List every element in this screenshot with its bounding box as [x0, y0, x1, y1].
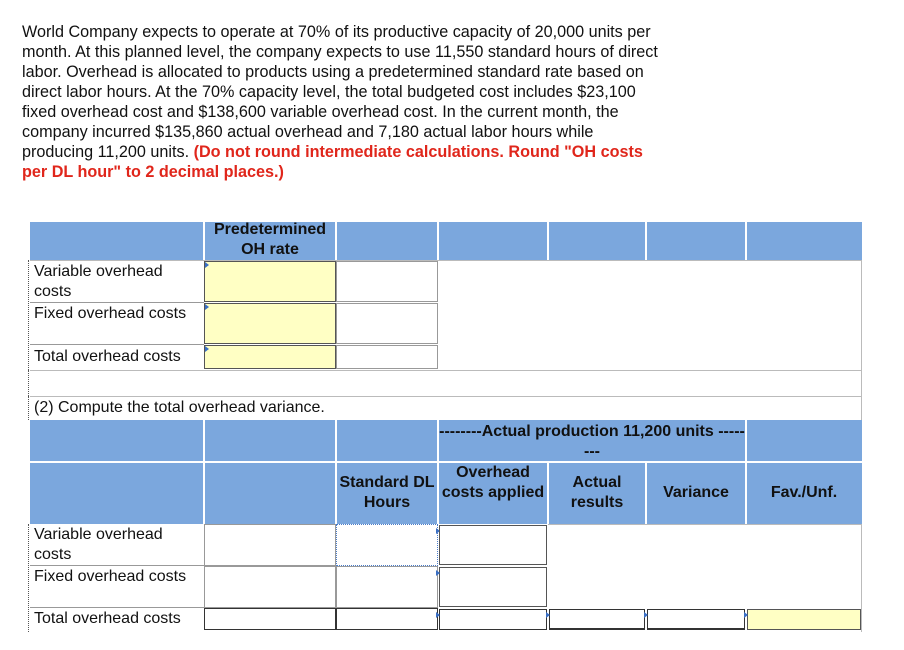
- rate-row-total-label: Total overhead costs: [34, 348, 181, 365]
- variable-oh-rate-input[interactable]: [204, 261, 336, 302]
- rate-row-variable-label: Variable overhead costs: [34, 263, 163, 300]
- predetermined-oh-rate-header: Predetermined OH rate: [213, 221, 327, 258]
- fav-unf-header: Fav./Unf.: [770, 484, 838, 501]
- variance-col2-cell: [204, 524, 336, 566]
- part2-title: (2) Compute the total overhead variance.: [34, 399, 325, 416]
- problem-statement: [22, 22, 662, 182]
- variance-row-variable-label: Variable overhead costs: [34, 526, 163, 563]
- problem-text: World Company expects to operate at 70% of its productive capacity of 20,000 units per month. At this planned level, the company expects to use 11,550 standard hours of direct labor. Overhead is allocated to products using a predetermined standard rate based on direct labor hours. At the 70% capacity level, the total budgeted cost includes $23,100 fixed overhead cost and $138,600 variable overhead cost. In the current month, the company incurred $135,860 actual overhead and 7,180 actual labor hours while producing 11,200 units.: [22, 23, 658, 161]
- fixed-oh-applied-input[interactable]: [439, 567, 547, 607]
- variance-col2-cell: [204, 566, 336, 608]
- total-oh-rate-input[interactable]: [204, 345, 336, 369]
- variance-row-total-label: Total overhead costs: [34, 610, 181, 627]
- total-oh-applied-input[interactable]: [439, 609, 547, 630]
- fav-unf-select[interactable]: [747, 609, 861, 630]
- variance-row-fixed-label: Fixed overhead costs: [34, 568, 187, 585]
- fixed-oh-rate-input[interactable]: [204, 303, 336, 344]
- rate-row-fixed-label: Fixed overhead costs: [34, 305, 187, 322]
- standard-dl-hours-input[interactable]: [336, 524, 438, 566]
- rate-col3-cell: [336, 345, 438, 369]
- actual-results-header: Actual results: [570, 474, 624, 511]
- rate-table-header-band: [30, 222, 862, 260]
- standard-dl-hours-total-cell: [336, 608, 438, 630]
- rounding-note: (Do not round intermediate calculations. Round "OH costs per DL hour" to 2 decimal places.): [22, 143, 643, 181]
- variance-col2-cell: [204, 608, 336, 630]
- standard-dl-hours-header: Standard DL Hours: [339, 474, 435, 511]
- rate-col3-cell: [336, 261, 438, 302]
- variance-header: Variance: [663, 484, 729, 501]
- variable-oh-applied-input[interactable]: [439, 525, 547, 565]
- total-variance-input[interactable]: [647, 609, 745, 630]
- standard-dl-hours-fixed-cell: [336, 566, 438, 608]
- actual-results-input[interactable]: [549, 609, 645, 630]
- overhead-costs-applied-header: Overhead costs applied: [441, 464, 545, 501]
- rate-col3-cell: [336, 303, 438, 344]
- actual-production-header: --------Actual production 11,200 units --------: [439, 423, 745, 460]
